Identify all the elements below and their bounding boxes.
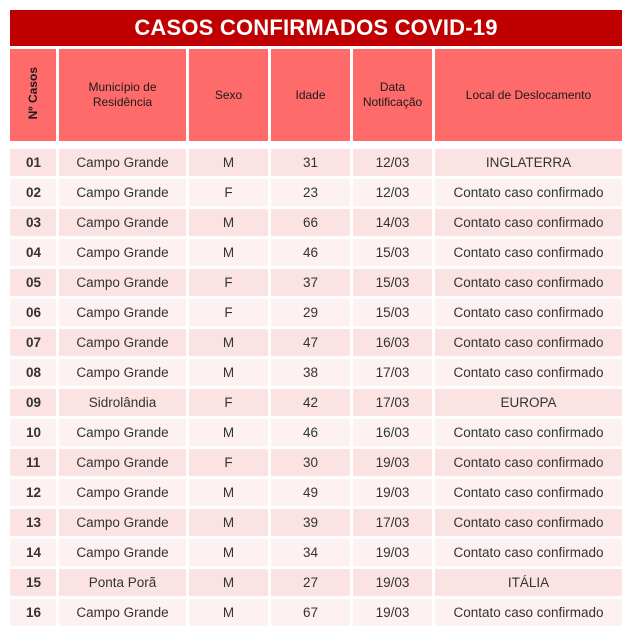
- cell-case-number: 12: [10, 476, 56, 506]
- cell-case-number: 01: [10, 146, 56, 176]
- header-idade: Idade: [268, 49, 350, 141]
- cell-sexo: F: [186, 296, 268, 326]
- cell-municipio: Campo Grande: [56, 326, 186, 356]
- cell-local-deslocamento: Contato caso confirmado: [432, 296, 622, 326]
- cell-local-deslocamento: Contato caso confirmado: [432, 356, 622, 386]
- cell-sexo: M: [186, 326, 268, 356]
- table-row: [10, 566, 622, 596]
- cell-sexo: M: [186, 146, 268, 176]
- cell-idade: 66: [268, 206, 350, 236]
- table-row: [10, 236, 622, 266]
- cell-case-number: 05: [10, 266, 56, 296]
- cell-data-notificacao: 15/03: [350, 236, 432, 266]
- cell-sexo: M: [186, 416, 268, 446]
- cell-idade: 46: [268, 236, 350, 266]
- table-row: [10, 206, 622, 236]
- table-row: [10, 506, 622, 536]
- cell-case-number: 13: [10, 506, 56, 536]
- table-row: [10, 536, 622, 566]
- cell-sexo: F: [186, 266, 268, 296]
- header-sexo: Sexo: [186, 49, 268, 141]
- cell-municipio: Campo Grande: [56, 206, 186, 236]
- cell-municipio: Campo Grande: [56, 446, 186, 476]
- cell-local-deslocamento: Contato caso confirmado: [432, 326, 622, 356]
- cell-data-notificacao: 12/03: [350, 146, 432, 176]
- cell-data-notificacao: 12/03: [350, 176, 432, 206]
- cell-municipio: Campo Grande: [56, 416, 186, 446]
- cell-local-deslocamento: Contato caso confirmado: [432, 206, 622, 236]
- cell-municipio: Campo Grande: [56, 356, 186, 386]
- cell-data-notificacao: 17/03: [350, 386, 432, 416]
- cell-sexo: M: [186, 506, 268, 536]
- cell-data-notificacao: 19/03: [350, 476, 432, 506]
- cell-data-notificacao: 19/03: [350, 536, 432, 566]
- cell-municipio: Sidrolândia: [56, 386, 186, 416]
- cell-idade: 34: [268, 536, 350, 566]
- cell-idade: 67: [268, 596, 350, 626]
- document-title: CASOS CONFIRMADOS COVID-19: [10, 10, 622, 46]
- cell-municipio: Campo Grande: [56, 596, 186, 626]
- table-row: [10, 416, 622, 446]
- cell-data-notificacao: 16/03: [350, 416, 432, 446]
- cell-data-notificacao: 14/03: [350, 206, 432, 236]
- table-row: [10, 446, 622, 476]
- cell-sexo: F: [186, 176, 268, 206]
- cell-idade: 37: [268, 266, 350, 296]
- table-row: [10, 296, 622, 326]
- header-case-number-label: Nº Casos: [25, 66, 40, 120]
- cell-data-notificacao: 17/03: [350, 356, 432, 386]
- cell-case-number: 04: [10, 236, 56, 266]
- cell-idade: 31: [268, 146, 350, 176]
- cell-idade: 47: [268, 326, 350, 356]
- cell-idade: 27: [268, 566, 350, 596]
- cell-data-notificacao: 15/03: [350, 296, 432, 326]
- cell-data-notificacao: 17/03: [350, 506, 432, 536]
- cell-municipio: Campo Grande: [56, 476, 186, 506]
- header-municipio: Município de Residência: [56, 49, 186, 141]
- table-row: [10, 266, 622, 296]
- cell-sexo: M: [186, 536, 268, 566]
- table-row: [10, 176, 622, 206]
- cell-data-notificacao: 19/03: [350, 566, 432, 596]
- cell-local-deslocamento: Contato caso confirmado: [432, 446, 622, 476]
- cell-case-number: 11: [10, 446, 56, 476]
- cell-municipio: Campo Grande: [56, 506, 186, 536]
- header-data-notificacao: Data Notificação: [350, 49, 432, 141]
- cell-municipio: Campo Grande: [56, 296, 186, 326]
- cell-local-deslocamento: Contato caso confirmado: [432, 506, 622, 536]
- cell-case-number: 07: [10, 326, 56, 356]
- cell-case-number: 09: [10, 386, 56, 416]
- table-header: [10, 49, 622, 141]
- cell-idade: 38: [268, 356, 350, 386]
- cell-data-notificacao: 19/03: [350, 446, 432, 476]
- cell-case-number: 06: [10, 296, 56, 326]
- table-row: [10, 326, 622, 356]
- cell-municipio: Campo Grande: [56, 266, 186, 296]
- cell-data-notificacao: 16/03: [350, 326, 432, 356]
- cell-municipio: Ponta Porã: [56, 566, 186, 596]
- cell-data-notificacao: 15/03: [350, 266, 432, 296]
- header-local-deslocamento: Local de Deslocamento: [432, 49, 622, 141]
- cases-table: [10, 49, 622, 626]
- table-row: [10, 386, 622, 416]
- cell-case-number: 15: [10, 566, 56, 596]
- cell-sexo: F: [186, 386, 268, 416]
- cell-sexo: M: [186, 596, 268, 626]
- cell-case-number: 14: [10, 536, 56, 566]
- cell-local-deslocamento: Contato caso confirmado: [432, 266, 622, 296]
- cell-local-deslocamento: Contato caso confirmado: [432, 416, 622, 446]
- cell-case-number: 08: [10, 356, 56, 386]
- cell-sexo: M: [186, 356, 268, 386]
- cell-idade: 42: [268, 386, 350, 416]
- table-row: [10, 146, 622, 176]
- cell-sexo: F: [186, 446, 268, 476]
- cell-idade: 49: [268, 476, 350, 506]
- cell-case-number: 02: [10, 176, 56, 206]
- cell-idade: 39: [268, 506, 350, 536]
- cell-municipio: Campo Grande: [56, 536, 186, 566]
- cell-data-notificacao: 19/03: [350, 596, 432, 626]
- cell-local-deslocamento: INGLATERRA: [432, 146, 622, 176]
- table-row: [10, 356, 622, 386]
- cell-sexo: M: [186, 566, 268, 596]
- cell-sexo: M: [186, 236, 268, 266]
- cell-case-number: 16: [10, 596, 56, 626]
- header-case-number: [10, 49, 56, 141]
- cell-local-deslocamento: Contato caso confirmado: [432, 176, 622, 206]
- cell-local-deslocamento: Contato caso confirmado: [432, 236, 622, 266]
- cell-municipio: Campo Grande: [56, 146, 186, 176]
- covid-cases-document: [10, 10, 622, 626]
- cell-case-number: 10: [10, 416, 56, 446]
- table-row: [10, 476, 622, 506]
- cell-idade: 23: [268, 176, 350, 206]
- cell-local-deslocamento: EUROPA: [432, 386, 622, 416]
- cell-sexo: M: [186, 476, 268, 506]
- table-body: [10, 141, 622, 626]
- cell-local-deslocamento: ITÁLIA: [432, 566, 622, 596]
- cell-municipio: Campo Grande: [56, 176, 186, 206]
- table-row: [10, 596, 622, 626]
- cell-idade: 29: [268, 296, 350, 326]
- cell-idade: 46: [268, 416, 350, 446]
- cell-case-number: 03: [10, 206, 56, 236]
- cell-local-deslocamento: Contato caso confirmado: [432, 596, 622, 626]
- cell-municipio: Campo Grande: [56, 236, 186, 266]
- cell-local-deslocamento: Contato caso confirmado: [432, 536, 622, 566]
- cell-idade: 30: [268, 446, 350, 476]
- cell-local-deslocamento: Contato caso confirmado: [432, 476, 622, 506]
- cell-sexo: M: [186, 206, 268, 236]
